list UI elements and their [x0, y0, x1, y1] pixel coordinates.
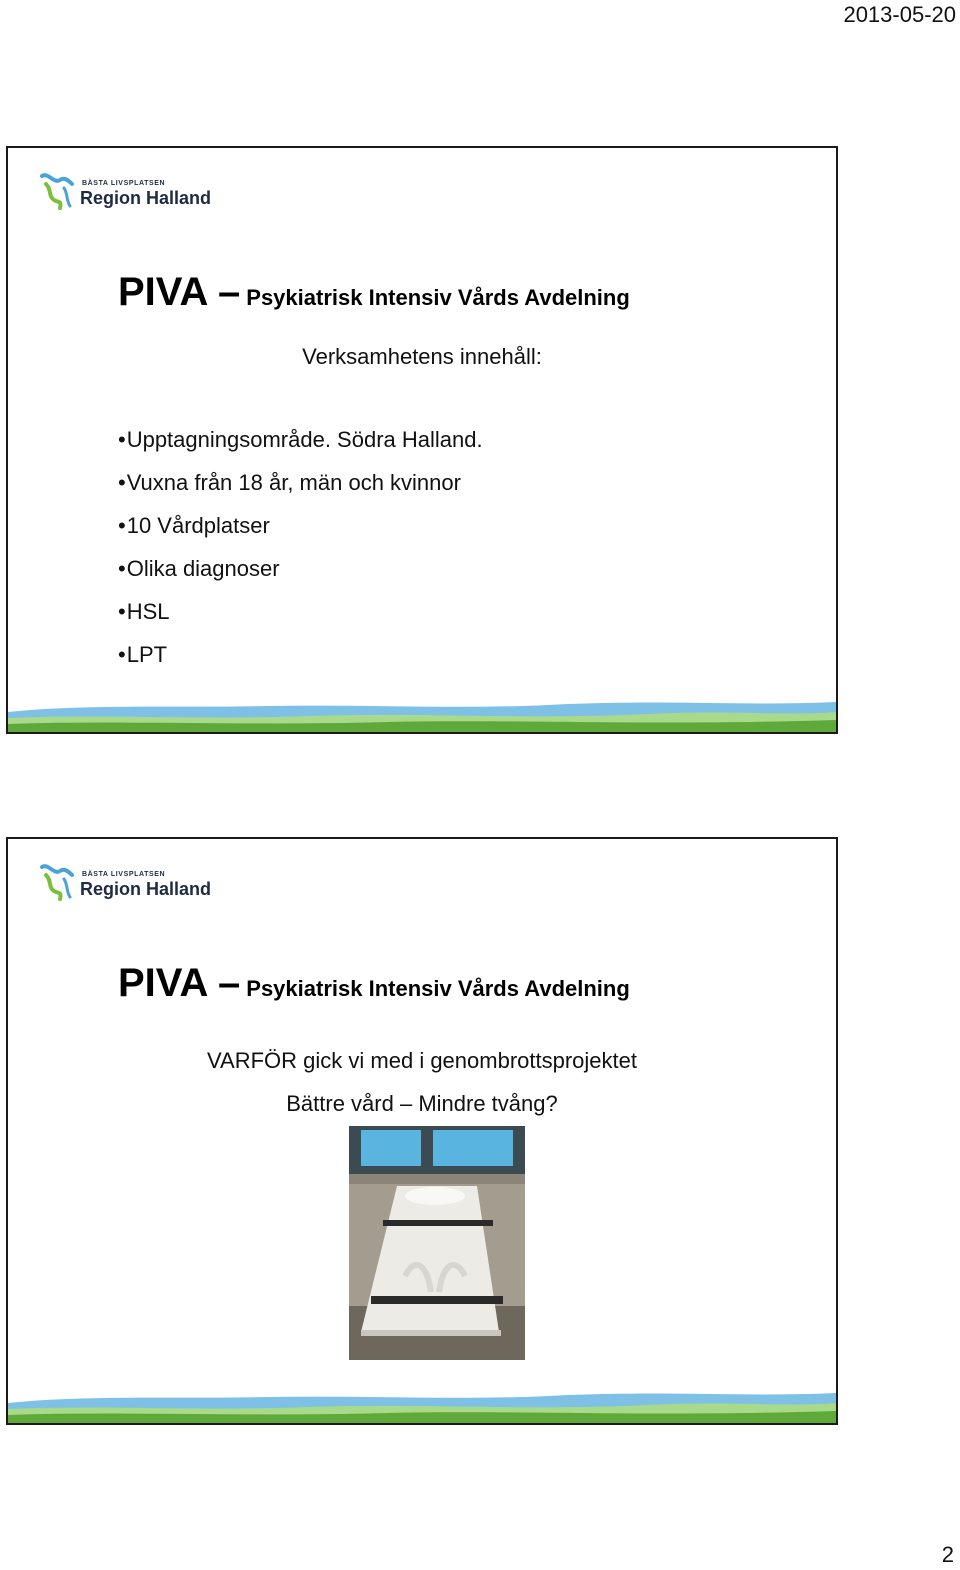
slide-title-sub: Psykiatrisk Intensiv Vårds Avdelning [246, 285, 630, 310]
region-halland-logo [38, 170, 238, 214]
region-halland-logo-icon [38, 861, 78, 905]
page-number: 2 [941, 1542, 954, 1567]
restraint-bed-photo [349, 1126, 525, 1360]
footer-landscape-band [8, 698, 836, 732]
question-line: VARFÖR gick vi med i genombrottsprojektet [207, 1048, 637, 1073]
bullet-item: • HSL [118, 598, 483, 641]
bullet-item: • Olika diagnoser [118, 555, 483, 598]
bullet-item: • LPT [118, 641, 483, 684]
bullet-item: • Upptagningsområde. Södra Halland. [118, 426, 483, 469]
region-halland-logo [38, 861, 238, 905]
footer-landscape-band [8, 1389, 836, 1423]
slide-title [118, 270, 630, 315]
slide-subheading: Verksamhetens innehåll: [302, 344, 542, 369]
logo-tagline: BÄSTA LIVSPLATSEN [82, 180, 166, 187]
logo-name: Region Halland [80, 188, 212, 208]
logo-tagline: BÄSTA LIVSPLATSEN [82, 871, 166, 878]
slide-title [118, 961, 630, 1006]
slide-question [8, 1039, 836, 1125]
slide-2 [6, 837, 838, 1425]
logo-name: Region Halland [80, 879, 212, 899]
bullet-list [118, 426, 483, 684]
slide-title-sub: Psykiatrisk Intensiv Vårds Avdelning [246, 976, 630, 1001]
slide-title-main: PIVA – [118, 270, 241, 314]
slide-title-main: PIVA – [118, 961, 241, 1005]
page-date: 2013-05-20 [843, 2, 956, 27]
bullet-item: • 10 Vårdplatser [118, 512, 483, 555]
bullet-item: • Vuxna från 18 år, män och kvinnor [118, 469, 483, 512]
question-line: Bättre vård – Mindre tvång? [286, 1091, 558, 1116]
slide-1 [6, 146, 838, 734]
region-halland-logo-icon [38, 170, 78, 214]
